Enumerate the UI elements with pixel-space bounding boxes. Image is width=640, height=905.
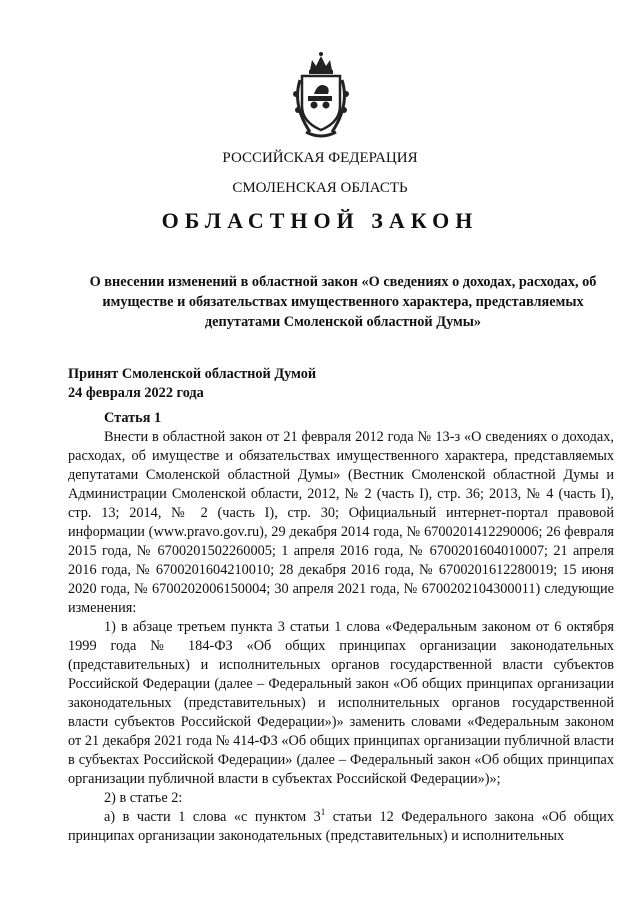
item-2a-text-start: а) в части 1 слова «с пунктом 3 (104, 809, 321, 825)
item-2a-text-end: статьи 12 Федерального закона «Об общих принципах организации законодательных (представительных) и исполнительных (68, 809, 614, 844)
article-body (68, 428, 614, 846)
paragraph-item-2a (68, 808, 614, 846)
law-title: О внесении изменений в областной закон «О сведениях о доходах, расходах, об имуществе и обязательствах имущественного характера, представляемых депутатами Смоленской областной Думы» (89, 274, 597, 330)
adoption-date: 24 февраля 2022 года (68, 385, 204, 401)
smolensk-coat-of-arms-icon (290, 50, 352, 140)
superscript-index: 1 (320, 807, 326, 818)
paragraph-intro: Внести в областной закон от 21 февраля 2012 года № 13-з «О сведениях о доходах, расходах, об имуществе и обязательствах имущественного характера, представляемых депутатами Смоленской областной Думы» (Вестник Смоленской областной Думы и Администрации Смоленской области, 2012, № 2 (часть I), стр. 36; 2013, № 4 (часть I), стр. 13; 2014, № 2 (часть I), стр. 30; Официальный интернет-портал правовой информации (www.pravo.gov.ru), 29 декабря 2014 года, № 6700201412290006; 26 февраля 2015 года, № 6700201502260005; 1 апреля 2016 года, № 6700201604010007; 21 апреля 2016 года, № 6700201604210010; 28 декабря 2016 года, № 6700201612280019; 15 июня 2020 года, № 6700202006150004; 30 апреля 2021 года, № 6700202104300011) следующие изменения: (68, 429, 614, 616)
federation-name: РОССИЙСКАЯ ФЕДЕРАЦИЯ (222, 150, 418, 166)
region-name: СМОЛЕНСКАЯ ОБЛАСТЬ (232, 180, 408, 196)
document-type: ОБЛАСТНОЙ ЗАКОН (161, 208, 479, 233)
paragraph-item-2: 2) в статье 2: (104, 790, 183, 806)
adopted-by: Принят Смоленской областной Думой (68, 366, 317, 382)
adoption-block (68, 365, 568, 403)
article-heading: Статья 1 (104, 410, 162, 426)
paragraph-item-1: 1) в абзаце третьем пункта 3 статьи 1 слова «Федеральным законом от 6 октября 1999 года № 184-ФЗ «Об общих принципах организации законодательных (представительных) и исполнительных органов государственной власти субъектов Российской Федерации (далее – Федеральный закон «Об общих принципах организации законодательных (представительных) и исполнительных органов государственной власти субъектов Российской Федерации»)» заменить словами «Федеральным законом от 21 декабря 2021 года № 414-ФЗ «Об общих принципах организации публичной власти в субъектах Российской Федерации» (далее – Федеральный закон «Об общих принципах организации публичной власти в субъектах Российской Федерации»)»; (68, 619, 614, 787)
